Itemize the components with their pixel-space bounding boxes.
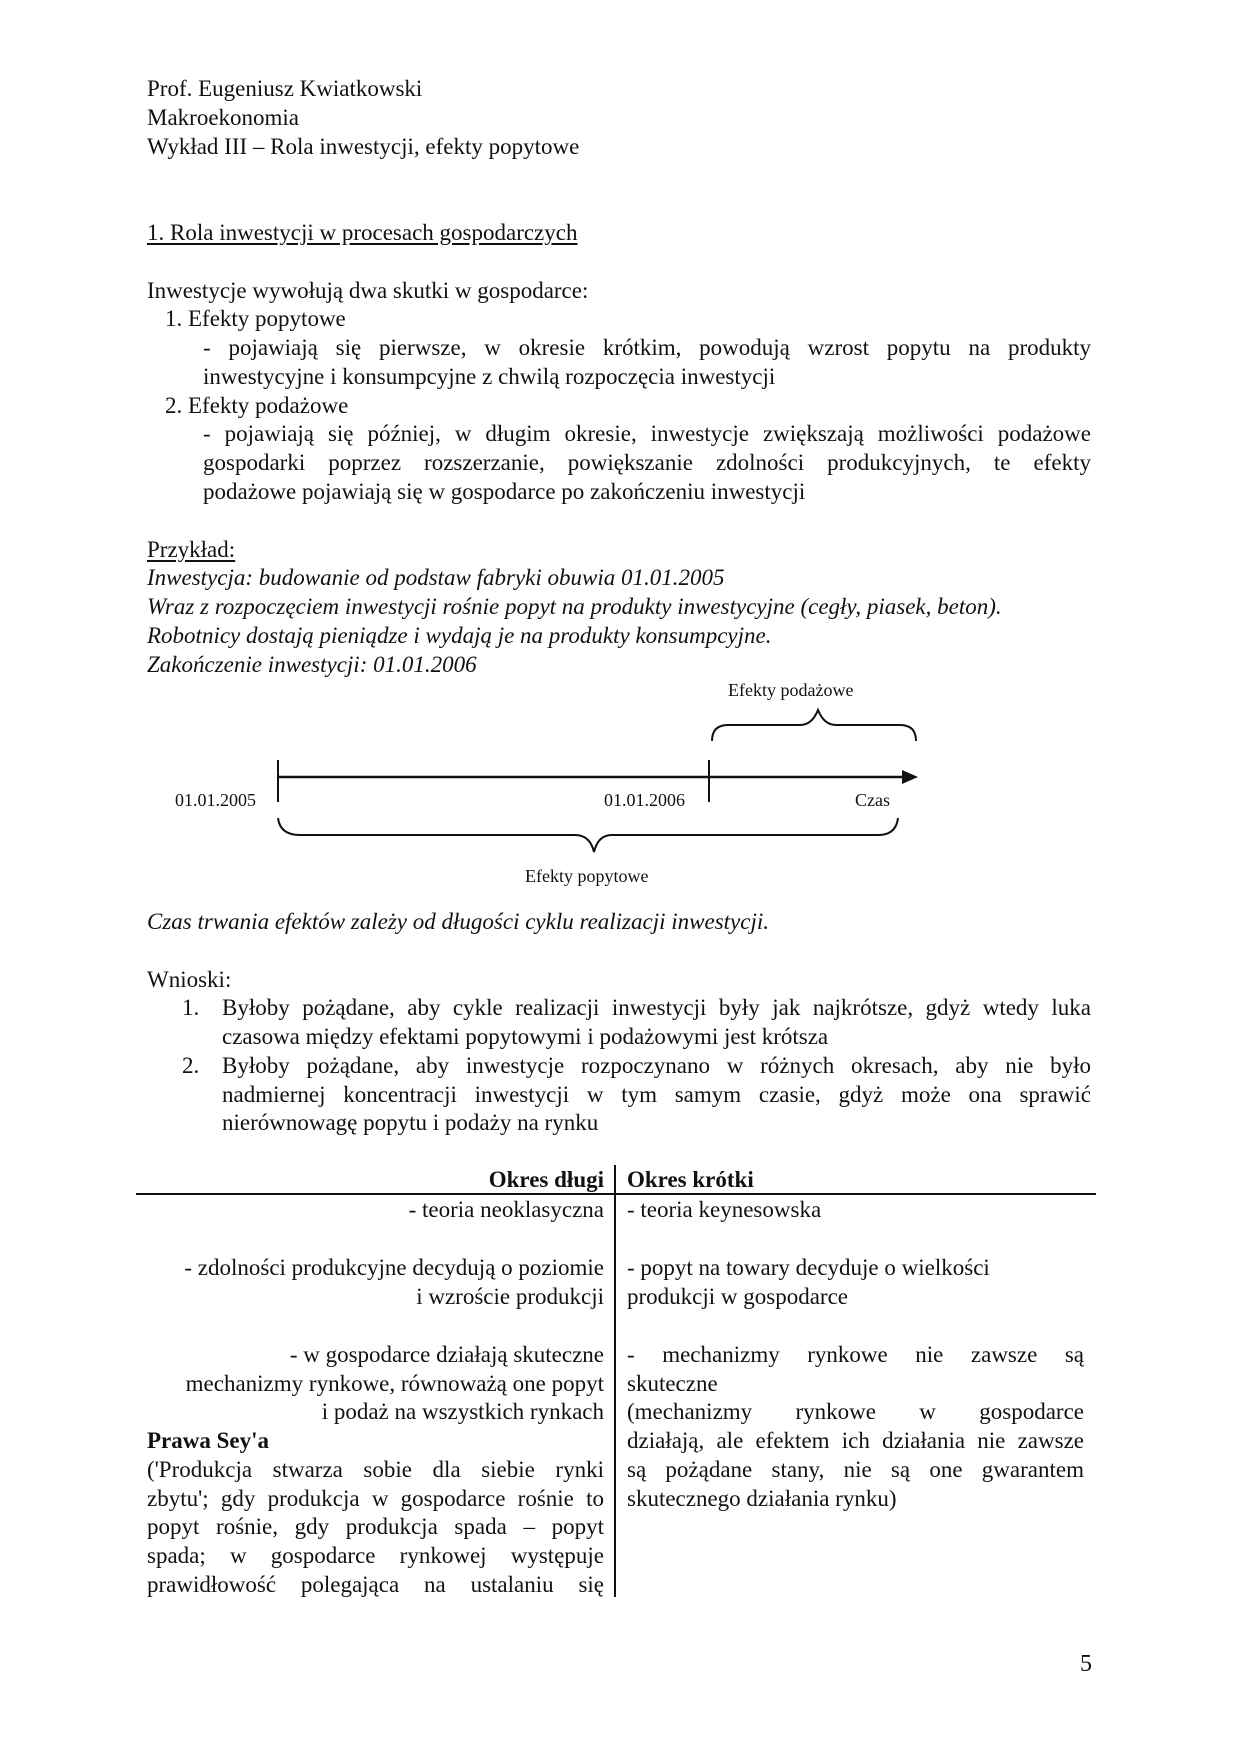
lecture-title: Wykład III – Rola inwestycji, efekty popytowe	[147, 134, 580, 159]
list-item-text: gospodarki poprzez rozszerzanie, powiększanie zdolności produkcyjnych, te efekty	[203, 450, 1091, 475]
table-header-long-run: Okres długi	[488, 1167, 604, 1192]
list-item-title: 1. Efekty popytowe	[165, 306, 346, 331]
course-title: Makroekonomia	[147, 105, 300, 130]
table-header-short-run: Okres krótki	[627, 1167, 754, 1192]
table-column-divider	[614, 1165, 616, 1597]
table-cell: (mechanizmy rynkowe w gospodarce	[627, 1399, 1084, 1424]
example-label: Przykład:	[147, 537, 236, 562]
list-item-text: inwestycyjne i konsumpcyjne z chwilą rozpoczęcia inwestycji	[203, 364, 776, 389]
conclusions-title: Wnioski:	[147, 967, 232, 992]
supply-effects-label: Efekty podażowe	[728, 680, 854, 700]
conclusion-text: Byłoby pożądane, aby cykle realizacji inwestycji były jak najkrótsze, gdyż wtedy luka	[222, 995, 1091, 1020]
demand-effects-label: Efekty popytowe	[525, 866, 649, 886]
table-cell-heading: Prawa Sey'a	[147, 1428, 270, 1453]
conclusion-text: czasowa między efektami popytowymi i podażowymi jest krótsza	[222, 1024, 829, 1049]
example-line: Wraz z rozpoczęciem inwestycji rośnie popyt na produkty inwestycyjne (cegły, piasek, beton).	[147, 594, 1002, 619]
table-cell: prawidłowość polegająca na ustalaniu się	[147, 1572, 604, 1597]
table-cell: są pożądane stany, nie są one gwarantem	[627, 1457, 1084, 1482]
end-date-label: 01.01.2006	[604, 790, 685, 810]
conclusion-text: nierównowagę popytu i podaży na rynku	[222, 1110, 599, 1135]
table-cell: ('Produkcja stwarza sobie dla siebie rynki	[147, 1457, 604, 1482]
table-cell: - mechanizmy rynkowe nie zawsze są	[627, 1342, 1084, 1367]
list-item-text: - pojawiają się później, w długim okresie, inwestycje zwiększają możliwości podażowe	[203, 421, 1091, 446]
table-cell: skutecznego działania rynku)	[627, 1486, 897, 1511]
table-cell: popyt rośnie, gdy produkcja spada – popyt	[147, 1514, 604, 1539]
section-heading: 1. Rola inwestycji w procesach gospodarczych	[147, 220, 578, 245]
conclusion-number: 1.	[182, 995, 200, 1020]
page-number: 5	[1080, 1651, 1092, 1677]
list-item-text: podażowe pojawiają się w gospodarce po zakończeniu inwestycji	[203, 479, 806, 504]
table-cell: i wzroście produkcji	[416, 1284, 604, 1309]
table-cell: skuteczne	[627, 1371, 718, 1396]
start-date-label: 01.01.2005	[175, 790, 256, 810]
table-cell: działają, ale efektem ich działania nie zawsze	[627, 1428, 1084, 1453]
table-cell: spada; w gospodarce rynkowej występuje	[147, 1543, 604, 1568]
table-cell: i podaż na wszystkich rynkach	[321, 1399, 604, 1424]
conclusion-text: nadmiernej koncentracji inwestycji w tym samym czasie, gdyż może ona sprawić	[222, 1082, 1091, 1107]
table-cell: - popyt na towary decyduje o wielkości	[627, 1255, 990, 1280]
time-label: Czas	[855, 790, 890, 810]
conclusion-number: 2.	[182, 1053, 200, 1078]
example-line: Robotnicy dostają pieniądze i wydają je na produkty konsumpcyjne.	[147, 623, 772, 648]
table-cell: mechanizmy rynkowe, równoważą one popyt	[185, 1371, 604, 1396]
arrow-head-icon	[902, 770, 918, 784]
table-cell: - teoria neoklasyczna	[408, 1197, 604, 1222]
example-line: Zakończenie inwestycji: 01.01.2006	[147, 652, 477, 677]
table-cell: - teoria keynesowska	[627, 1197, 822, 1222]
list-item-text: - pojawiają się pierwsze, w okresie krótkim, powodują wzrost popytu na produkty	[203, 335, 1091, 360]
author-line: Prof. Eugeniusz Kwiatkowski	[147, 76, 423, 101]
intro-text: Inwestycje wywołują dwa skutki w gospodarce:	[147, 278, 589, 303]
table-cell: zbytu'; gdy produkcja w gospodarce rośnie to	[147, 1486, 604, 1511]
table-cell: - zdolności produkcyjne decydują o poziomie	[184, 1255, 604, 1280]
example-line: Inwestycja: budowanie od podstaw fabryki obuwia 01.01.2005	[147, 565, 725, 590]
table-cell: - w gospodarce działają skuteczne	[289, 1342, 604, 1367]
duration-note: Czas trwania efektów zależy od długości cyklu realizacji inwestycji.	[147, 909, 769, 934]
conclusion-text: Byłoby pożądane, aby inwestycje rozpoczynano w różnych okresach, aby nie było	[222, 1053, 1091, 1078]
list-item-title: 2. Efekty podażowe	[165, 393, 349, 418]
table-cell: produkcji w gospodarce	[627, 1284, 848, 1309]
